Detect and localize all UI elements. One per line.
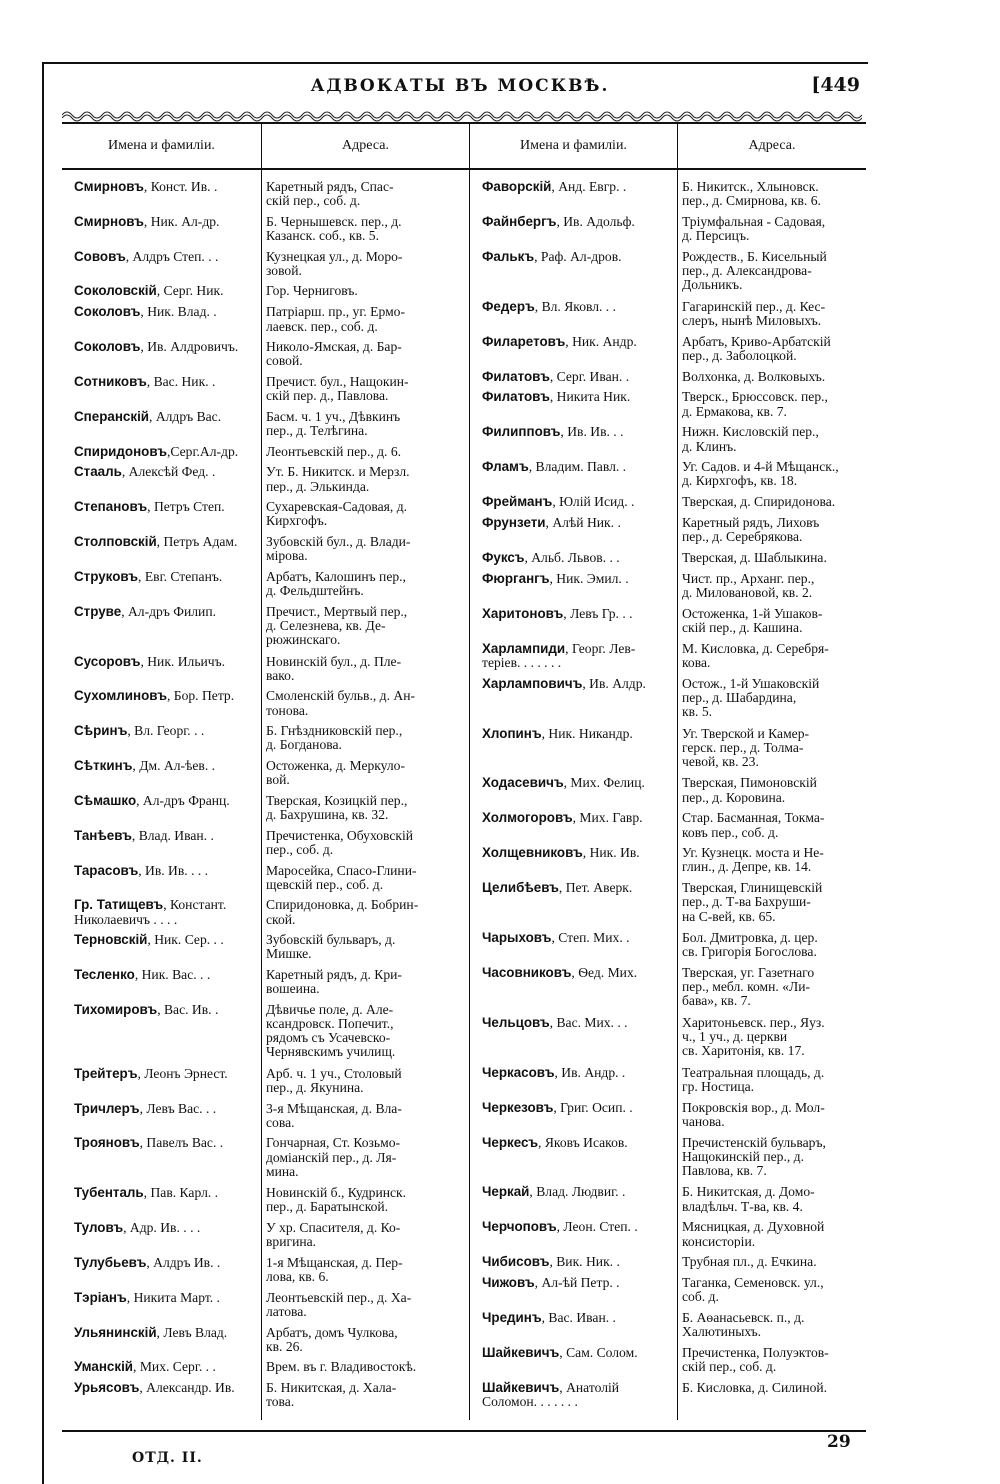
entry-given-names: , Адр. Ив. . . . xyxy=(123,1221,201,1236)
entry-given-names: , Алдръ Ив. . xyxy=(146,1255,221,1270)
entry-surname: Тричлеръ xyxy=(74,1101,140,1116)
entry-address: Остож., 1-й Ушаковскій пер., д. Шабардина, кв. 5. xyxy=(682,676,820,719)
table-header xyxy=(62,124,866,170)
entry-given-names: , Георг. Лев- теріев. . . . . . . xyxy=(482,641,636,670)
entry-name xyxy=(62,605,261,648)
entry-given-names: , Владим. Павл. . xyxy=(528,460,627,475)
entry-name xyxy=(62,933,261,961)
entry-surname: Сѣринъ xyxy=(74,724,128,739)
entry-given-names: , Ник. Ал-др. xyxy=(143,214,220,229)
entry-address: Б. Кисловка, д. Силиной. xyxy=(682,1380,828,1395)
entry-name xyxy=(62,535,261,563)
entry-given-names: , Ѳед. Мих. xyxy=(571,965,638,980)
entry-name xyxy=(470,425,677,453)
entry-name xyxy=(470,551,677,565)
entry-name xyxy=(470,776,677,804)
entry-name xyxy=(470,1381,677,1409)
entry-surname: Тесленко xyxy=(74,968,135,983)
entry-address: Мясницкая, д. Духовной консисторіи. xyxy=(682,1220,825,1249)
entry-surname: Фрейманъ xyxy=(482,495,553,510)
entry-surname: Фрунзети xyxy=(482,516,546,531)
entry-address: Арб. ч. 1 уч., Столовый пер., д. Якунина. xyxy=(266,1066,402,1095)
entry-given-names: , Вик. Ник. . xyxy=(549,1255,620,1270)
entry-given-names: , Ал-дръ Франц. xyxy=(136,793,230,808)
entry-name xyxy=(470,370,677,384)
entry-name xyxy=(62,570,261,598)
entry-surname: Харитоновъ xyxy=(482,606,564,621)
entry-surname: Фламъ xyxy=(482,460,529,475)
entry-surname: Гр. Татищевъ xyxy=(74,898,164,913)
entry-name xyxy=(62,250,261,278)
entry-address: Пречистенка, Полуэктов- скій пер., соб. д. xyxy=(682,1346,829,1374)
entry-given-names: , Раф. Ал-дров. xyxy=(534,249,622,264)
entry-surname: Сотниковъ xyxy=(74,374,147,389)
entry-name xyxy=(470,390,677,418)
entry-surname: Шайкевичъ xyxy=(482,1346,560,1360)
entry-address: Трубная пл., д. Ечкина. xyxy=(682,1255,817,1270)
bottom-rule xyxy=(62,1430,866,1432)
entry-name xyxy=(62,1360,261,1374)
entry-address: Уг. Кузнецк. моста и Не- глин., д. Депре, кв. 14. xyxy=(682,846,824,875)
entry-name xyxy=(62,1186,261,1214)
entry-surname: Фалькъ xyxy=(482,249,535,264)
entry-given-names: , Павелъ Вас. . xyxy=(139,1136,224,1151)
directory-table xyxy=(62,122,866,1420)
entry-given-names: , Констант. Николаевичъ . . . . xyxy=(74,898,227,927)
entry-given-names: , Левъ Вас. . . xyxy=(139,1101,217,1116)
entry-given-names: , Григ. Осип. . xyxy=(553,1100,633,1115)
column-header-names-left: Имена и фамиліи. xyxy=(62,124,262,168)
entry-surname: Филатовъ xyxy=(482,390,550,405)
entry-name xyxy=(62,1102,261,1130)
entry-address: Тріумфальная - Садовая, д. Персицъ. xyxy=(682,214,826,243)
entry-surname: Сововъ xyxy=(74,249,126,264)
entry-surname: Файнбергъ xyxy=(482,214,557,229)
entry-surname: Струве xyxy=(74,604,122,619)
entry-surname: Столповскій xyxy=(74,535,157,550)
entry-given-names: , Альб. Львов. . . xyxy=(524,550,620,565)
entry-address: Пречистенскій бульваръ, Нащокинскій пер., д. Павлова, кв. 7. xyxy=(682,1135,826,1178)
entry-surname: Смирновъ xyxy=(74,180,144,194)
entry-address: Тверская, уг. Газетнаго пер., мебл. комн. «Ли- бава», кв. 7. xyxy=(682,965,815,1009)
entry-address: Театральная площадь, д. гр. Ностица. xyxy=(682,1065,825,1094)
entry-surname: Струковъ xyxy=(74,569,139,584)
entry-name xyxy=(470,300,677,328)
page-header xyxy=(60,72,860,102)
entry-name xyxy=(62,898,261,926)
entry-given-names: , Вас. Мих. . . xyxy=(549,1015,628,1030)
entry-address: Уг. Тверской и Камер- герск. пер., д. Толма- чевой, кв. 23. xyxy=(682,726,810,769)
entry-given-names: , Петръ Адам. xyxy=(156,535,238,550)
entry-address: Тверская, д. Спиридонова. xyxy=(682,495,836,510)
entry-surname: Филаретовъ xyxy=(482,334,566,349)
entry-given-names: , Вас. Ив. . xyxy=(157,1002,219,1017)
entry-surname: Соколовъ xyxy=(74,340,141,355)
entry-surname: Чарыховъ xyxy=(482,931,552,946)
entry-given-names: , Степ. Мих. . xyxy=(551,931,630,946)
names-column-right xyxy=(470,170,678,1420)
entry-surname: Сѣмашко xyxy=(74,793,137,808)
entry-given-names: , Мих. Фелиц. xyxy=(563,776,645,791)
entry-name xyxy=(62,340,261,368)
entry-address: Гагаринскій пер., д. Кес- слеръ, нынѣ Миловыхъ. xyxy=(682,299,826,328)
entry-surname: Фюргангъ xyxy=(482,571,550,586)
entry-address: Таганка, Семеновск. ул., соб. д. xyxy=(682,1276,824,1305)
entry-name xyxy=(470,811,677,839)
entry-given-names: , Ник. Вас. . . xyxy=(134,968,211,983)
entry-given-names: , Мих. Серг. . . xyxy=(133,1360,216,1375)
entry-given-names: , Вл. Яковл. . . xyxy=(534,299,617,314)
entry-address: Уг. Садов. и 4-й Мѣщанск., д. Кирхгофъ, кв. 18. xyxy=(682,460,839,489)
entry-address: Ут. Б. Никитск. и Мерзл. пер., д. Элькинда. xyxy=(266,465,410,494)
entry-surname: Холмогоровъ xyxy=(482,811,573,826)
entry-name xyxy=(62,759,261,787)
entry-surname: Чрединъ xyxy=(482,1311,542,1326)
entry-given-names: , Ив. Ив. . . . xyxy=(138,863,209,878)
column-header-addresses-left: Адреса. xyxy=(262,124,470,168)
entry-name xyxy=(470,931,677,959)
entry-given-names: , Вас. Иван. . xyxy=(541,1311,616,1326)
entry-name xyxy=(470,607,677,635)
entry-name xyxy=(470,642,677,670)
entry-address: Арбатъ, Криво-Арбатскій пер., д. Заболоцкой. xyxy=(682,334,831,363)
entry-name xyxy=(470,846,677,874)
column-header-names-right: Имена и фамиліи. xyxy=(470,124,678,168)
entry-address: Дѣвичье поле, д. Але- ксандровск. Попечит., рядомъ съ Усачевско- Чернявскимъ училищ. xyxy=(266,1002,396,1060)
entry-address: Каретный рядъ, д. Кри- вошеина. xyxy=(266,968,402,997)
entry-surname: Спиридоновъ xyxy=(74,444,168,459)
entry-name xyxy=(470,1220,677,1248)
entry-address: Пречистенка, Обуховскій пер., соб. д. xyxy=(266,828,414,857)
entry-given-names: , Алексѣй Фед. . xyxy=(121,465,216,480)
entry-surname: Сухомлиновъ xyxy=(74,689,167,704)
entry-address: Леонтьевскій пер., д. Ха- латова. xyxy=(266,1290,412,1319)
entry-name xyxy=(470,1311,677,1339)
entry-address: Рождеств., Б. Кисельный пер., д. Александрова- Дольникъ. xyxy=(682,249,827,293)
entry-address: Б. Аѳанасьевск. п., д. Халютиныхъ. xyxy=(682,1311,805,1340)
entry-given-names: , Никита Март. . xyxy=(126,1290,220,1305)
entry-given-names: , Вас. Ник. . xyxy=(146,374,216,389)
entry-address: Врем. въ г. Владивостокѣ. xyxy=(266,1360,417,1375)
entry-address: Тверская, Пимоновскій пер., д. Коровина. xyxy=(682,776,817,805)
entry-name xyxy=(470,250,677,293)
entry-name xyxy=(470,495,677,509)
entry-surname: Харлампиди xyxy=(482,641,566,656)
entry-name xyxy=(470,1016,677,1059)
entry-address: М. Кисловка, д. Серебря- кова. xyxy=(682,641,829,670)
entry-given-names: , Серг. Иван. . xyxy=(549,369,630,384)
entry-address: Гор. Черниговъ. xyxy=(266,284,358,299)
entry-address: 1-я Мѣщанская, д. Пер- лова, кв. 6. xyxy=(266,1255,403,1284)
entry-name xyxy=(62,864,261,892)
entry-surname: Шайкевичъ xyxy=(482,1380,560,1395)
entry-surname: Танѣевъ xyxy=(74,828,132,843)
entry-address: Харитоньевск. пер., Яуз. ч., 1 уч., д. церкви св. Харитонія, кв. 17. xyxy=(682,1015,825,1059)
entry-name xyxy=(470,1101,677,1129)
entry-given-names: , Александр. Ив. xyxy=(139,1381,235,1396)
entry-given-names: , Ив. Алдровичъ. xyxy=(140,340,239,355)
entry-name xyxy=(62,689,261,717)
entry-surname: Филатовъ xyxy=(482,369,550,384)
entry-surname: Черчоповъ xyxy=(482,1220,557,1235)
entry-given-names: , Ал-дръ Филип. xyxy=(121,604,216,619)
entry-surname: Фаворскій xyxy=(482,180,552,194)
entry-address: Чист. пр., Арханг. пер., д. Миловановой, кв. 2. xyxy=(682,571,815,600)
entry-name xyxy=(62,180,261,208)
entry-address: Новинскій б., Кудринск. пер., д. Баратынской. xyxy=(266,1186,407,1215)
entry-given-names: , Ник. Эмил. . xyxy=(549,571,629,586)
entry-surname: Тихомировъ xyxy=(74,1002,158,1017)
entry-surname: Целибѣевъ xyxy=(482,881,559,896)
entry-surname: Соколовъ xyxy=(74,305,141,320)
entry-given-names: , Ив. Алдр. xyxy=(582,676,646,691)
entry-name xyxy=(62,724,261,752)
entry-given-names: , Левъ Гр. . . xyxy=(563,606,633,621)
entry-surname: Тубенталь xyxy=(74,1186,144,1201)
entry-address: Леонтьевскій пер., д. 6. xyxy=(266,444,402,459)
entry-given-names: , Влад. Иван. . xyxy=(131,828,214,843)
entry-address: Пречист., Мертвый пер., д. Селезнева, кв. Де- рюжинскаго. xyxy=(266,604,408,648)
entry-surname: Степановъ xyxy=(74,500,148,515)
entry-address: Маросейка, Спасо-Глини- щевскій пер., соб. д. xyxy=(266,863,417,892)
entry-surname: Чижовъ xyxy=(482,1276,535,1291)
entry-address: Тверск., Брюссовск. пер., д. Ермакова, кв. 7. xyxy=(682,390,828,419)
entry-name xyxy=(470,1136,677,1179)
entry-name xyxy=(62,284,261,298)
entry-surname: Черкезовъ xyxy=(482,1100,554,1115)
entry-address: Остоженка, 1-й Ушаков- скій пер., д. Кашина. xyxy=(682,606,823,635)
entry-name xyxy=(470,677,677,720)
entry-surname: Стааль xyxy=(74,465,122,480)
entry-given-names: , Конст. Ив. . xyxy=(143,180,218,194)
entry-address: Остоженка, д. Меркуло- вой. xyxy=(266,759,405,788)
entry-name xyxy=(470,727,677,770)
entry-surname: Туловъ xyxy=(74,1221,124,1236)
entry-name xyxy=(470,1276,677,1304)
entry-given-names: , Вл. Георг. . . xyxy=(127,724,205,739)
entry-address: Тверская, д. Шаблыкина. xyxy=(682,550,827,565)
entry-given-names: , Бор. Петр. xyxy=(166,689,235,704)
entry-surname: Федеръ xyxy=(482,299,535,314)
header-page-number: [449 xyxy=(811,74,860,96)
entry-surname: Урьясовъ xyxy=(74,1381,140,1396)
entry-surname: Холщевниковъ xyxy=(482,846,583,861)
entry-address: Смоленскій бульв., д. Ан- тонова. xyxy=(266,689,415,718)
entry-address: Стар. Басманная, Токма- ковъ пер., соб. д. xyxy=(682,811,825,840)
entry-name xyxy=(62,1003,261,1060)
entry-address: Покровскія вор., д. Мол- чанова. xyxy=(682,1100,825,1129)
entry-address: Б. Никитская, д. Домо- владѣльч. Т-ва, кв. 4. xyxy=(682,1185,815,1214)
table-body xyxy=(62,170,866,1420)
entry-name xyxy=(62,1326,261,1354)
entry-given-names: , Сам. Солом. xyxy=(559,1346,638,1360)
entry-address: Арбатъ, домъ Чулкова, кв. 26. xyxy=(266,1325,398,1354)
entry-given-names: , Мих. Гавр. xyxy=(572,811,643,826)
entry-address: Каретный рядъ, Спас- скій пер., соб. д. xyxy=(266,180,394,208)
entry-name xyxy=(62,500,261,528)
entry-given-names: , Алдръ Вас. xyxy=(149,409,222,424)
entry-name xyxy=(470,460,677,488)
entry-name xyxy=(470,966,677,1009)
entry-given-names: , Ник. Ильичъ. xyxy=(140,654,226,669)
entry-name xyxy=(470,516,677,544)
entry-surname: Тулубьевъ xyxy=(74,1255,147,1270)
entry-name xyxy=(62,410,261,438)
entry-given-names: , Ив. Андр. . xyxy=(554,1065,626,1080)
entry-given-names: , Яковъ Исаков. xyxy=(538,1135,628,1150)
entry-given-names: , Алѣй Ник. . xyxy=(545,516,621,531)
footer-section-label: ОТД. II. xyxy=(132,1450,203,1466)
entry-given-names: , Алдръ Степ. . . xyxy=(125,249,219,264)
entry-name xyxy=(470,1255,677,1269)
entry-surname: Сперанскій xyxy=(74,409,150,424)
entry-name xyxy=(470,881,677,924)
entry-given-names: , Петръ Степ. xyxy=(147,500,225,515)
addresses-column-right xyxy=(678,170,866,1420)
entry-address: Кузнецкая ул., д. Моро- зовой. xyxy=(266,249,403,278)
entry-surname: Уманскій xyxy=(74,1360,134,1375)
entry-surname: Ходасевичъ xyxy=(482,776,564,791)
entry-surname: Смирновъ xyxy=(74,214,144,229)
entry-given-names: , Ив. Адольф. xyxy=(556,214,635,229)
entry-name xyxy=(62,794,261,822)
entry-address: Сухаревская-Садовая, д. Кирхгофъ. xyxy=(266,500,408,529)
entry-address: У хр. Спасителя, д. Ко- вригина. xyxy=(266,1221,401,1250)
entry-given-names: , Леон. Степ. . xyxy=(556,1220,638,1235)
entry-name xyxy=(62,1256,261,1284)
entry-name xyxy=(62,655,261,683)
entry-given-names: , Евг. Степанъ. xyxy=(138,569,223,584)
entry-address: Патріарш. пр., уг. Ермо- лаевск. пер., соб. д. xyxy=(266,305,405,334)
entry-surname: Черкай xyxy=(482,1185,530,1200)
entry-surname: Черкасовъ xyxy=(482,1065,555,1080)
entry-given-names: , Пет. Аверк. xyxy=(558,881,633,896)
entry-name xyxy=(62,215,261,243)
entry-given-names: , Никита Ник. xyxy=(549,390,631,405)
footer-page-number: 29 xyxy=(827,1432,851,1452)
entry-name xyxy=(62,968,261,996)
entry-address: Зубовскій бул., д. Влади- мірова. xyxy=(266,535,411,564)
entry-address: Б. Чернышевск. пер., д. Казанск. соб., кв. 5. xyxy=(266,214,402,243)
entry-address: Бол. Дмитровка, д. цер. св. Григорія Богослова. xyxy=(682,931,818,960)
entry-given-names: , Дм. Ал-ѣев. . xyxy=(132,759,216,774)
entry-surname: Соколовскій xyxy=(74,284,157,299)
entry-name xyxy=(62,1381,261,1409)
entry-address: 3-я Мѣщанская, д. Вла- сова. xyxy=(266,1101,402,1130)
names-column-left xyxy=(62,170,262,1420)
entry-given-names: , Анатолій Соломон. . . . . . . xyxy=(482,1380,620,1409)
entry-address: Пречист. бул., Нащокин- скій пер. д., Павлова. xyxy=(266,374,409,403)
entry-given-names: , Ник. Влад. . xyxy=(140,305,217,320)
entry-address: Басм. ч. 1 уч., Дѣвкинъ пер., д. Телѣгина. xyxy=(266,409,401,438)
entry-surname: Тарасовъ xyxy=(74,863,139,878)
entry-name xyxy=(62,829,261,857)
entry-surname: Терновскій xyxy=(74,933,148,948)
entry-surname: Часовниковъ xyxy=(482,965,572,980)
entry-address: Б. Никитск., Хлыновск. пер., д. Смирнова, кв. 6. xyxy=(682,180,821,208)
entry-surname: Хлопинъ xyxy=(482,726,542,741)
entry-given-names: , Ник. Никандр. xyxy=(541,726,633,741)
entry-name xyxy=(62,375,261,403)
entry-name xyxy=(470,572,677,600)
entry-address: Николо-Ямская, д. Бар- совой. xyxy=(266,340,402,369)
entry-given-names: , Серг. Ник. xyxy=(156,284,224,299)
entry-given-names: , Ив. Ив. . . xyxy=(560,425,624,440)
entry-surname: Чибисовъ xyxy=(482,1255,550,1270)
entry-surname: Трейтеръ xyxy=(74,1066,138,1081)
entry-address: Б. Гнѣздниковскій пер., д. Богданова. xyxy=(266,724,403,753)
entry-given-names: , Ник. Ив. xyxy=(582,846,640,861)
entry-address: Тверская, Глинищевскій пер., д. Т-ва Бахруши- на С-вей, кв. 65. xyxy=(682,881,823,924)
entry-surname: Трояновъ xyxy=(74,1136,140,1151)
entry-surname: Ульянинскій xyxy=(74,1325,157,1340)
entry-surname: Харламповичъ xyxy=(482,676,583,691)
entry-name xyxy=(62,1067,261,1095)
entry-address: Новинскій бул., д. Пле- вако. xyxy=(266,654,402,683)
entry-given-names: , Ал-ѣй Петр. . xyxy=(534,1276,620,1291)
entry-name xyxy=(62,465,261,493)
entry-given-names: ,Серг.Ал-др. xyxy=(167,444,239,459)
entry-address: Тверская, Козицкій пер., д. Бахрушина, кв. 32. xyxy=(266,793,408,822)
entry-surname: Фуксъ xyxy=(482,550,525,565)
entry-address: Зубовскій бульваръ, д. Мишке. xyxy=(266,933,396,962)
entry-given-names: , Ник. Сер. . . xyxy=(147,933,224,948)
entry-address: Нижн. Кисловскій пер., д. Клинъ. xyxy=(682,425,819,454)
decorative-wave-rule xyxy=(62,108,862,122)
entry-given-names: , Юлій Исид. . xyxy=(552,495,635,510)
entry-name xyxy=(62,305,261,333)
entry-name xyxy=(470,215,677,243)
entry-surname: Сѣткинъ xyxy=(74,759,133,774)
entry-surname: Сусоровъ xyxy=(74,654,141,669)
entry-surname: Черкесъ xyxy=(482,1135,539,1150)
entry-surname: Чельцовъ xyxy=(482,1015,550,1030)
page-title: АДВОКАТЫ ВЪ МОСКВѢ. xyxy=(310,76,610,96)
entry-name xyxy=(62,445,261,459)
entry-name xyxy=(470,180,677,208)
entry-name xyxy=(62,1221,261,1249)
entry-address: Арбатъ, Калошинъ пер., д. Фельдштейнъ. xyxy=(266,569,406,598)
entry-name xyxy=(62,1136,261,1179)
entry-name xyxy=(62,1291,261,1319)
entry-given-names: , Ник. Андр. xyxy=(565,334,637,349)
entry-name xyxy=(470,1185,677,1213)
entry-given-names: , Влад. Людвиг. . xyxy=(529,1185,626,1200)
entry-address: Б. Никитская, д. Хала- това. xyxy=(266,1381,397,1410)
entry-name xyxy=(470,1346,677,1374)
entry-name xyxy=(470,335,677,363)
entry-surname: Тэріанъ xyxy=(74,1290,127,1305)
entry-given-names: , Леонъ Эрнест. xyxy=(137,1066,228,1081)
column-header-addresses-right: Адреса. xyxy=(748,138,796,153)
entry-address: Каретный рядъ, Лиховъ пер., д. Серебрякова. xyxy=(682,516,820,545)
addresses-column-left xyxy=(262,170,470,1420)
entry-given-names: , Анд. Евгр. . xyxy=(551,180,627,194)
entry-name xyxy=(470,1066,677,1094)
entry-address: Спиридоновка, д. Бобрин- ской. xyxy=(266,898,419,927)
entry-address: Гончарная, Ст. Козьмо- доміанскій пер., д. Ля- мина. xyxy=(266,1136,401,1179)
entry-address: Волхонка, д. Волковыхъ. xyxy=(682,369,826,384)
entry-surname: Филипповъ xyxy=(482,425,561,440)
entry-given-names: , Пав. Карл. . xyxy=(143,1186,219,1201)
entry-given-names: , Левъ Влад. xyxy=(156,1325,228,1340)
